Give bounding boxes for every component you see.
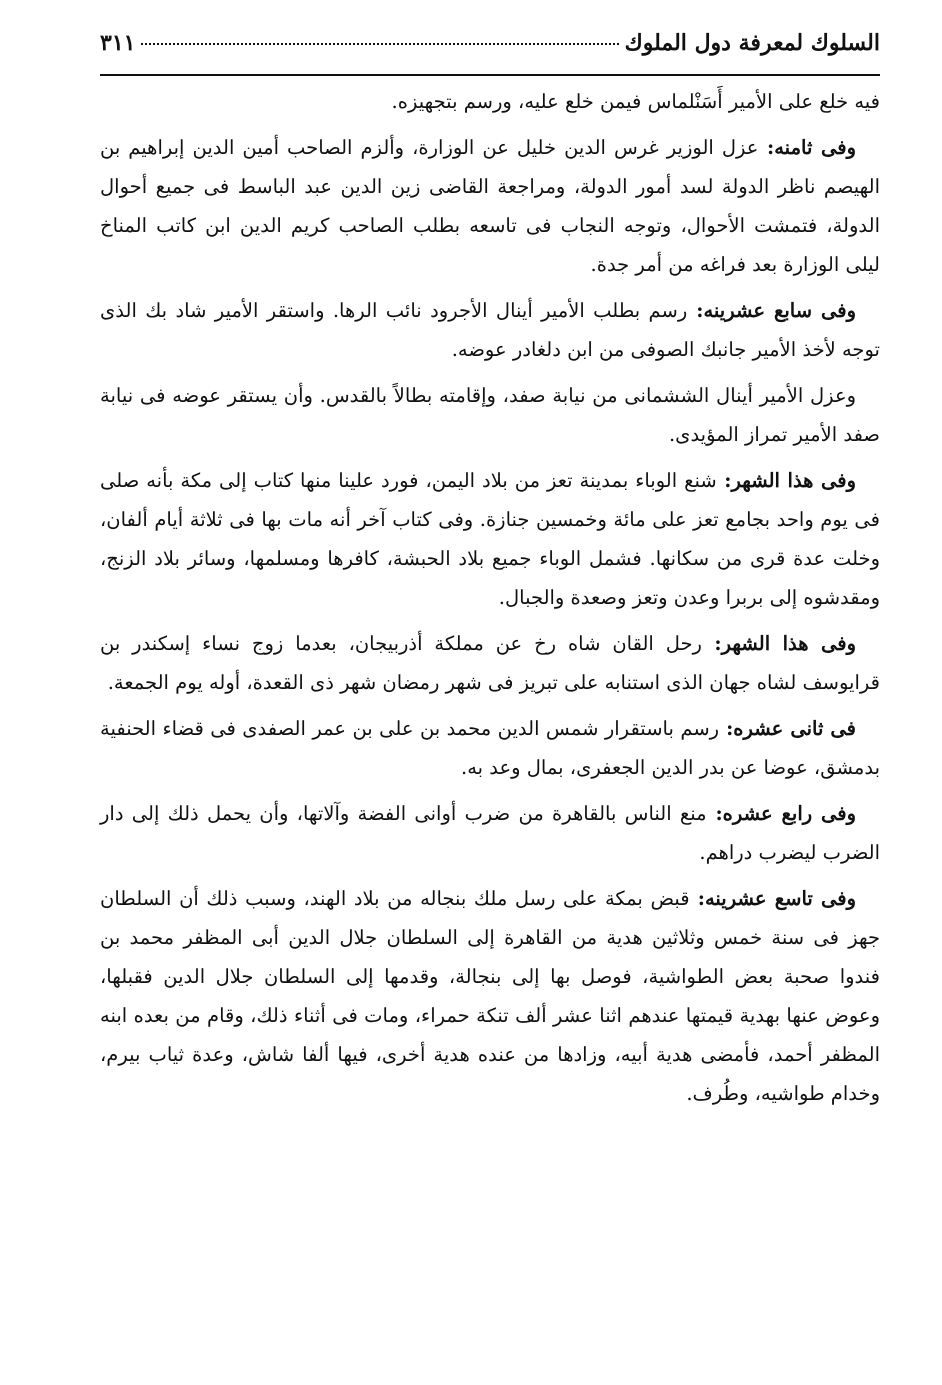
paragraph-text: فيه خلع على الأمير أَسَنْلماس فيمن خلع عليه، ورسم بتجهيزه. xyxy=(391,90,880,113)
paragraph-9 xyxy=(100,879,880,1113)
paragraph-5 xyxy=(100,461,880,617)
paragraph-text: منع الناس بالقاهرة من ضرب أوانى الفضة وآلاتها، وأن يحمل ذلك إلى دار الضرب ليضرب دراهم. xyxy=(100,802,880,864)
paragraph-text: عزل الوزير غرس الدين خليل عن الوزارة، وألزم الصاحب أمين الدين إبراهيم بن الهيصم ناظر الدولة لسد أمور الدولة، ومراجعة القاضى زين الدين عبد الباسط فى جميع أحوال الدولة، فتمشت الأحوال، وتوجه النجاب فى تاسعه بطلب الصاحب كريم الدين ابن كاتب المناخ ليلى الوزارة بعد فراغه من أمر جدة. xyxy=(100,136,880,276)
paragraph-date-lead: وفى رابع عشره: xyxy=(706,802,856,825)
paragraph-1 xyxy=(100,82,880,121)
paragraph-text: شنع الوباء بمدينة تعز من بلاد اليمن، فورد علينا منها كتاب إلى مكة بأنه صلى فى يوم واحد بجامع تعز على مائة وخمسين جنازة. وفى كتاب آخر أنه مات بها فى ثلاثة أيام ألفان، وخلت عدة قرى من سكانها. فشمل الوباء جميع بلاد الحبشة، كافرها ومسلمها، وسائر بلاد الزنج، ومقدشوه إلى بربرا وعدن وتعز وصعدة والجبال. xyxy=(100,469,880,609)
page-body xyxy=(100,82,880,1113)
paragraph-2 xyxy=(100,128,880,284)
paragraph-4 xyxy=(100,376,880,454)
paragraph-8 xyxy=(100,794,880,872)
paragraph-text: وعزل الأمير أينال الششمانى من نيابة صفد، وإقامته بطالاً بالقدس. وأن يستقر عوضه فى نيابة صفد الأمير تمراز المؤيدى. xyxy=(100,384,880,446)
paragraph-text: قبض بمكة على رسل ملك بنجاله من بلاد الهند، وسبب ذلك أن السلطان جهز فى سنة خمس وثلاثين هدية من القاهرة إلى السلطان جلال الدين أبى المظفر محمد بن فندوا صحبة بعض الطواشية، فوصل بها إلى بنجالة، وقدمها إلى السلطان جلال الدين فقبلها، وعوض عنها بهدية قيمتها عندهم اثنا عشر ألف تنكة حمراء، ومات فى أثناء ذلك، وقام من بعده ابنه المظفر أحمد، فأمضى هدية أبيه، وزادها من عنده هدية أخرى، فيها ألفا شاش، وعدة ثياب بيرم، وخدام طواشيه، وطُرف. xyxy=(100,887,880,1105)
paragraph-date-lead: فى ثانى عشره: xyxy=(719,717,856,740)
paragraph-text: رسم بطلب الأمير أينال الأجرود نائب الرها. واستقر الأمير شاد بك الذى توجه لأخذ الأمير جانبك الصوفى من ابن دلغادر عوضه. xyxy=(100,299,880,361)
paragraph-date-lead: وفى هذا الشهر: xyxy=(716,469,856,492)
paragraph-date-lead: وفى تاسع عشرينه: xyxy=(689,887,856,910)
paragraph-text: رحل القان شاه رخ عن مملكة أذربيجان، بعدما زوج نساء إسكندر بن قرايوسف لشاه جهان الذى استنابه على تبريز فى شهر رمضان شهر ذى القعدة، أوله يوم الجمعة. xyxy=(100,632,880,694)
paragraph-date-lead: وفى هذا الشهر: xyxy=(701,632,857,655)
header-leader-dots xyxy=(141,43,618,45)
paragraph-7 xyxy=(100,709,880,787)
paragraph-3 xyxy=(100,291,880,369)
paragraph-date-lead: وفى ثامنه: xyxy=(758,136,857,159)
page-number: ٣١١ xyxy=(100,30,136,56)
paragraph-6 xyxy=(100,624,880,702)
paragraph-text: رسم باستقرار شمس الدين محمد بن على بن عمر الصفدى فى قضاء الحنفية بدمشق، عوضا عن بدر الدين الجعفرى، بمال وعد به. xyxy=(100,717,880,779)
book-title: السلوك لمعرفة دول الملوك xyxy=(624,30,880,56)
running-header xyxy=(100,30,880,76)
paragraph-date-lead: وفى سابع عشرينه: xyxy=(687,299,857,322)
